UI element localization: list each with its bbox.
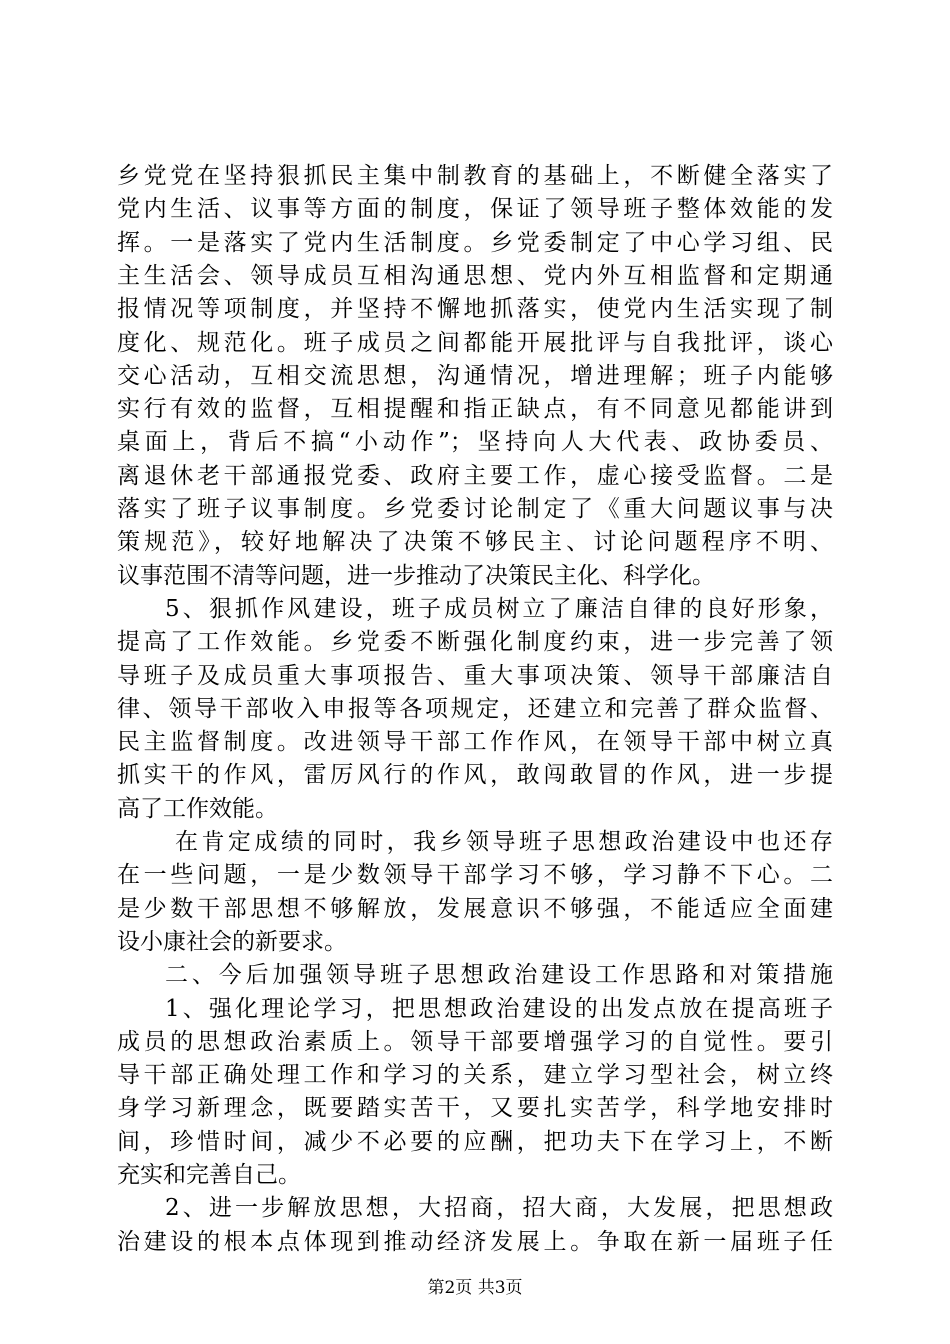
text-line: 度化、规范化。班子成员之间都能开展批评与自我批评，谈心 [117, 329, 833, 356]
paragraph-start-line: 2、进一步解放思想，大招商，招大商，大发展，把思想政 [165, 1195, 833, 1222]
text-line: 党内生活、议事等方面的制度，保证了领导班子整体效能的发 [117, 196, 833, 223]
text-line: 充实和完善自己。 [117, 1162, 301, 1188]
text-line: 导干部正确处理工作和学习的关系，建立学习型社会，树立终 [117, 1062, 833, 1089]
text-line: 成员的思想政治素质上。领导干部要增强学习的自觉性。要引 [117, 1028, 833, 1055]
text-line: 高了工作效能。 [117, 795, 278, 822]
text-line: 桌面上，背后不搞“小动作”；坚持向人大代表、政协委员、 [117, 429, 833, 456]
text-line: 律、领导干部收入申报等各项规定，还建立和完善了群众监督、 [117, 695, 833, 722]
text-line: 在一些问题，一是少数领导干部学习不够，学习静不下心。二 [117, 862, 833, 889]
text-line: 报情况等项制度，并坚持不懈地抓落实，使党内生活实现了制 [117, 296, 833, 323]
text-line: 间，珍惜时间，减少不必要的应酬，把功夫下在学习上，不断 [117, 1128, 833, 1155]
text-line: 议事范围不清等问题，进一步推动了决策民主化、科学化。 [117, 562, 715, 589]
text-line: 设小康社会的新要求。 [117, 928, 347, 955]
text-line: 是少数干部思想不够解放，发展意识不够强，不能适应全面建 [117, 895, 833, 922]
text-line: 导班子及成员重大事项报告、重大事项决策、领导干部廉洁自 [117, 662, 833, 689]
paragraph-start-line: 1、强化理论学习，把思想政治建设的出发点放在提高班子 [165, 995, 833, 1022]
text-line: 策规范》，较好地解决了决策不够民主、讨论问题程序不明、 [117, 529, 833, 556]
page-number-footer: 第2页 共3页 [427, 1278, 523, 1298]
text-line: 提高了工作效能。乡党委不断强化制度约束，进一步完善了领 [117, 629, 833, 656]
text-line: 实行有效的监督，互相提醒和指正缺点，有不同意见都能讲到 [117, 396, 833, 423]
text-line: 治建设的根本点体现到推动经济发展上。争取在新一届班子任 [117, 1228, 833, 1255]
text-line: 离退休老干部通报党委、政府主要工作，虚心接受监督。二是 [117, 462, 833, 489]
paragraph-start-line: 5、狠抓作风建设，班子成员树立了廉洁自律的良好形象， [165, 595, 833, 622]
text-line: 挥。一是落实了党内生活制度。乡党委制定了中心学习组、民 [117, 229, 833, 256]
section-heading: 二、今后加强领导班子思想政治建设工作思路和对策措施 [165, 962, 833, 989]
text-line: 主生活会、领导成员互相沟通思想、党内外互相监督和定期通 [117, 262, 833, 289]
text-line: 民主监督制度。改进领导干部工作作风，在领导干部中树立真 [117, 729, 833, 756]
text-line: 乡党党在坚持狠抓民主集中制教育的基础上，不断健全落实了 [117, 163, 833, 189]
text-line: 落实了班子议事制度。乡党委讨论制定了《重大问题议事与决 [117, 496, 833, 522]
text-line: 抓实干的作风，雷厉风行的作风，敢闯敢冒的作风，进一步提 [117, 762, 833, 789]
text-line: 身学习新理念，既要踏实苦干，又要扎实苦学，科学地安排时 [117, 1095, 833, 1122]
text-line: 交心活动，互相交流思想，沟通情况，增进理解；班子内能够 [117, 362, 833, 389]
paragraph-start-line: 在肯定成绩的同时，我乡领导班子思想政治建设中也还存 [175, 829, 833, 855]
